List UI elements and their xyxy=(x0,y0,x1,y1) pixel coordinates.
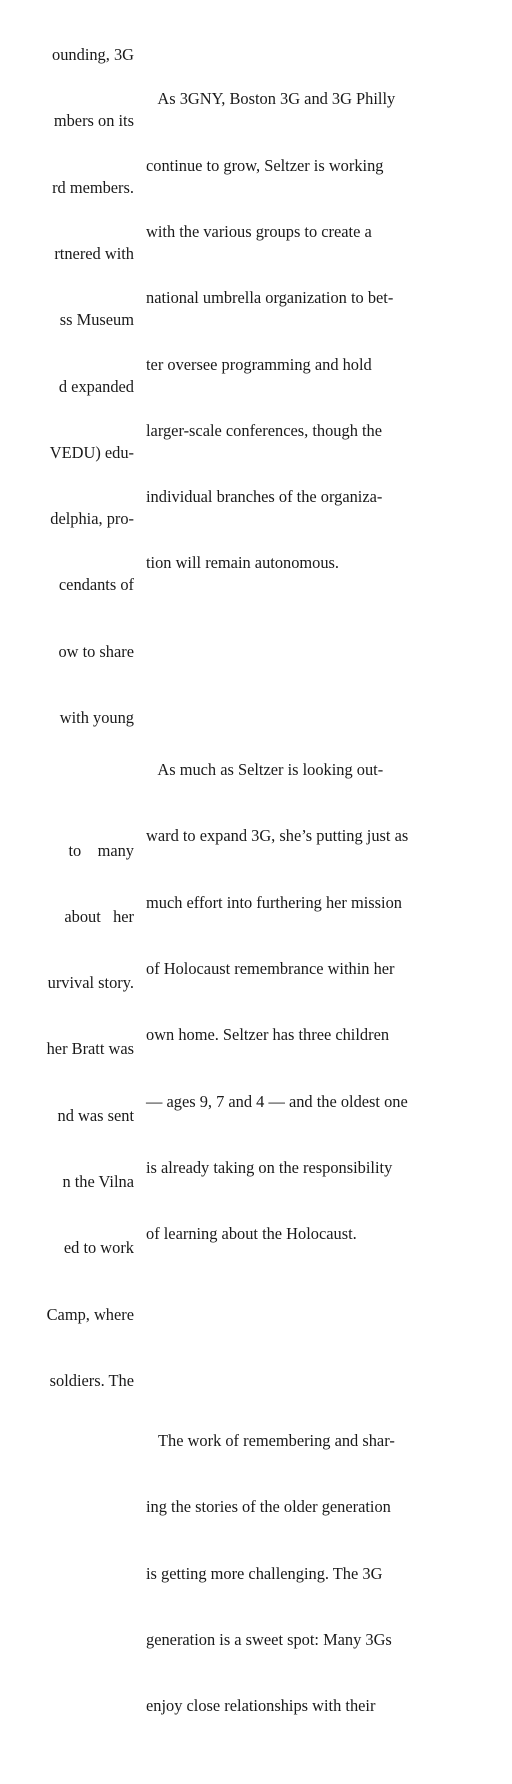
text-line: individual branches of the organiza- xyxy=(146,487,383,507)
right-column-text xyxy=(146,0,458,1784)
text-line: is already taking on the responsibility xyxy=(146,1157,393,1177)
text-line: ss Museum xyxy=(59,310,134,330)
paragraph xyxy=(146,715,458,1289)
text-line: of learning about the Holocaust. xyxy=(146,1224,357,1244)
text-line: urvival story. xyxy=(47,973,134,993)
text-line: ter oversee programming and hold xyxy=(146,354,372,374)
text-line: cendants of xyxy=(58,575,134,595)
text-line: ed to work xyxy=(63,1238,134,1258)
text-line: tion will remain autonomous. xyxy=(146,553,340,573)
text-line xyxy=(0,773,134,795)
text-line: larger-scale conferences, though the xyxy=(146,420,383,440)
paragraph-gap xyxy=(146,1334,458,1342)
paragraph-gap xyxy=(146,663,458,671)
text-line: generation is a sweet spot: Many 3Gs xyxy=(146,1629,392,1649)
text-line: d expanded xyxy=(58,376,134,396)
text-line: of Holocaust remembrance within her xyxy=(146,959,395,979)
text-line: about her xyxy=(64,906,134,926)
text-line: with the various groups to create a xyxy=(146,221,372,241)
text-line: n the Vilna xyxy=(62,1171,134,1191)
text-line: — ages 9, 7 and 4 — and the oldest one xyxy=(146,1091,408,1111)
text-line: own home. Seltzer has three children xyxy=(146,1025,390,1045)
text-line: ounding, 3G xyxy=(52,45,134,65)
text-line: As much as Seltzer is looking out- xyxy=(146,760,384,780)
text-line: ward to expand 3G, she’s putting just as xyxy=(146,826,409,846)
text-line: continue to grow, Seltzer is working xyxy=(146,155,384,175)
text-line: The work of remembering and shar- xyxy=(146,1431,395,1450)
text-line: to many xyxy=(68,840,134,860)
text-line: delphia, pro- xyxy=(50,509,134,529)
paragraph xyxy=(146,44,458,618)
text-line: As 3GNY, Boston 3G and 3G Philly xyxy=(146,89,396,109)
text-line: much effort into furthering her mission xyxy=(146,892,402,912)
left-column-text xyxy=(0,0,134,1414)
text-line: national umbrella organization to bet- xyxy=(146,288,394,308)
text-line: ow to share xyxy=(58,641,134,661)
text-line: rtnered with xyxy=(54,244,134,264)
text-line: nd was sent xyxy=(57,1105,134,1125)
text-line: mbers on its xyxy=(53,111,134,131)
text-line: rd members. xyxy=(52,177,134,197)
text-line: ing the stories of the older generation xyxy=(146,1497,391,1517)
text-line: VEDU) edu- xyxy=(49,442,134,462)
paragraph xyxy=(146,1386,458,1762)
text-line: is getting more challenging. The 3G xyxy=(146,1563,383,1583)
text-line: enjoy close relationships with their xyxy=(146,1696,376,1716)
text-line: Camp, where xyxy=(46,1304,134,1324)
text-line: soldiers. The xyxy=(49,1370,134,1390)
text-line: her Bratt was xyxy=(46,1039,134,1059)
text-line: with young xyxy=(59,708,134,727)
